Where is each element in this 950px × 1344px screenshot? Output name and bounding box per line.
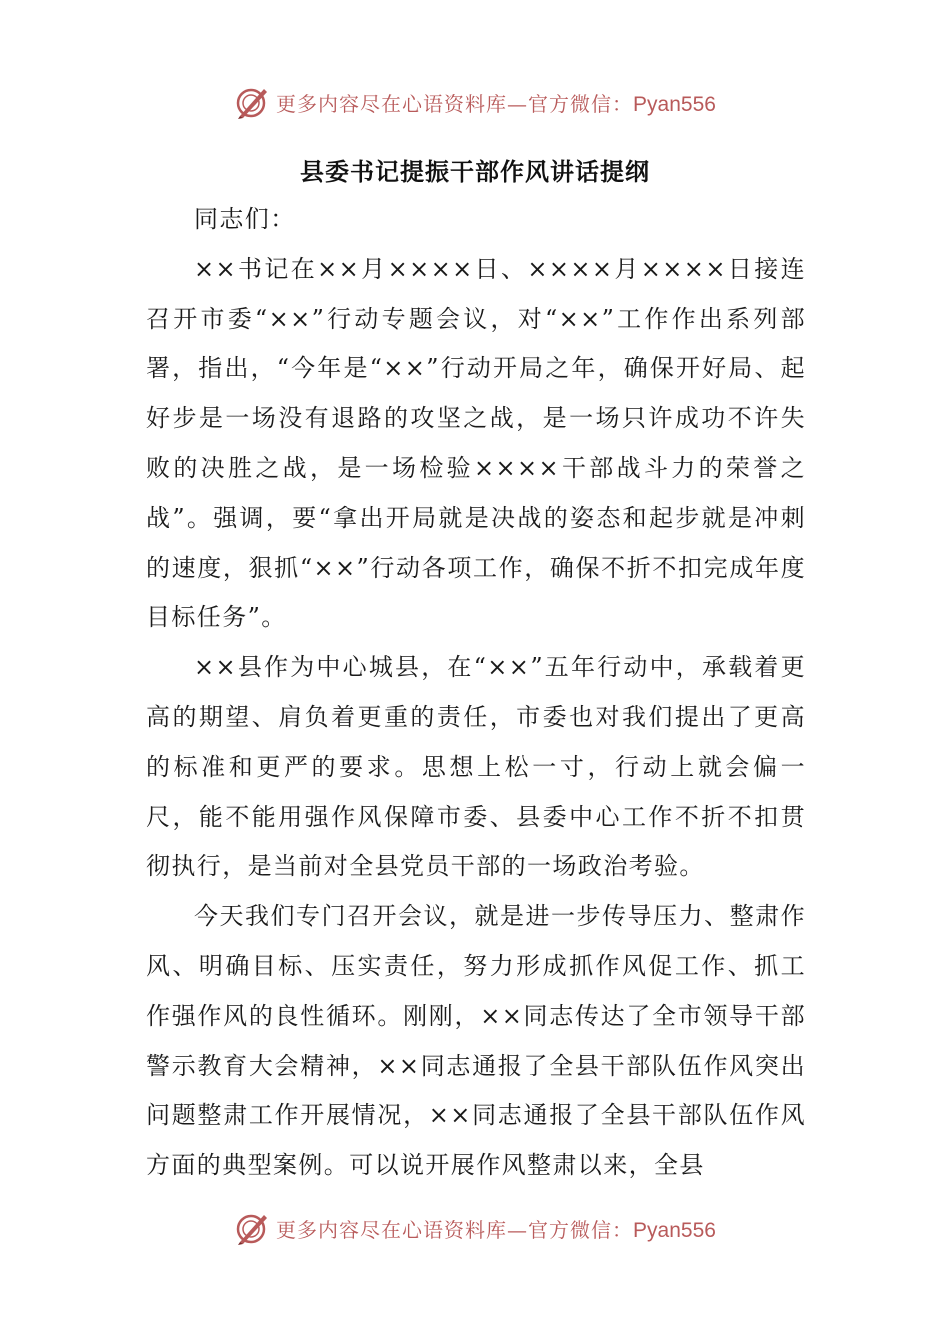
- pen-circle-logo-icon: [234, 84, 270, 120]
- body-paragraph: ××县作为中心城县，在“××”五年行动中，承载着更高的期望、肩负着更重的责任，市委也对我们提出了更高的标准和更严的要求。思想上松一寸，行动上就会偏一尺，能不能用强作风保障市委、县委中心工作不折不扣贯彻执行，是当前对全县党员干部的一场政治考验。: [146, 653, 806, 881]
- body-paragraph: ××书记在××月××××日、××××月××××日接连召开市委“××”行动专题会议，对“××”工作作出系列部署，指出，“今年是“××”行动开局之年，确保开好局、起好步是一场没有退路的攻坚之战，是一场只许成功不许失败的决胜之战，是一场检验××××干部战斗力的荣誉之战”。强调，要“拿出开局就是决战的姿态和起步就是冲刺的速度，狠抓“××”行动各项工作，确保不折不扣完成年度目标任务”。: [146, 254, 806, 632]
- header-banner-text: 更多内容尽在心语资料库—官方微信：Pyan556: [276, 91, 716, 116]
- body-paragraph: 今天我们专门召开会议，就是进一步传导压力、整肃作风、明确目标、压实责任，努力形成抓作风促工作、抓工作强作风的良性循环。刚刚，××同志传达了全市领导干部警示教育大会精神，××同志通报了全县干部队伍作风突出问题整肃工作开展情况，××同志通报了全县干部队伍作风方面的典型案例。可以说开展作风整肃以来，全县: [146, 902, 806, 1180]
- document-body: [146, 195, 806, 1191]
- footer-watermark-banner: [0, 1208, 950, 1248]
- document-title: 县委书记提振干部作风讲话提纲: [300, 157, 650, 186]
- pen-circle-logo-icon: [234, 1210, 270, 1246]
- footer-banner-text: 更多内容尽在心语资料库—官方微信：Pyan556: [276, 1217, 716, 1242]
- salutation-paragraph: 同志们：: [194, 205, 296, 233]
- header-watermark-banner: [0, 82, 950, 122]
